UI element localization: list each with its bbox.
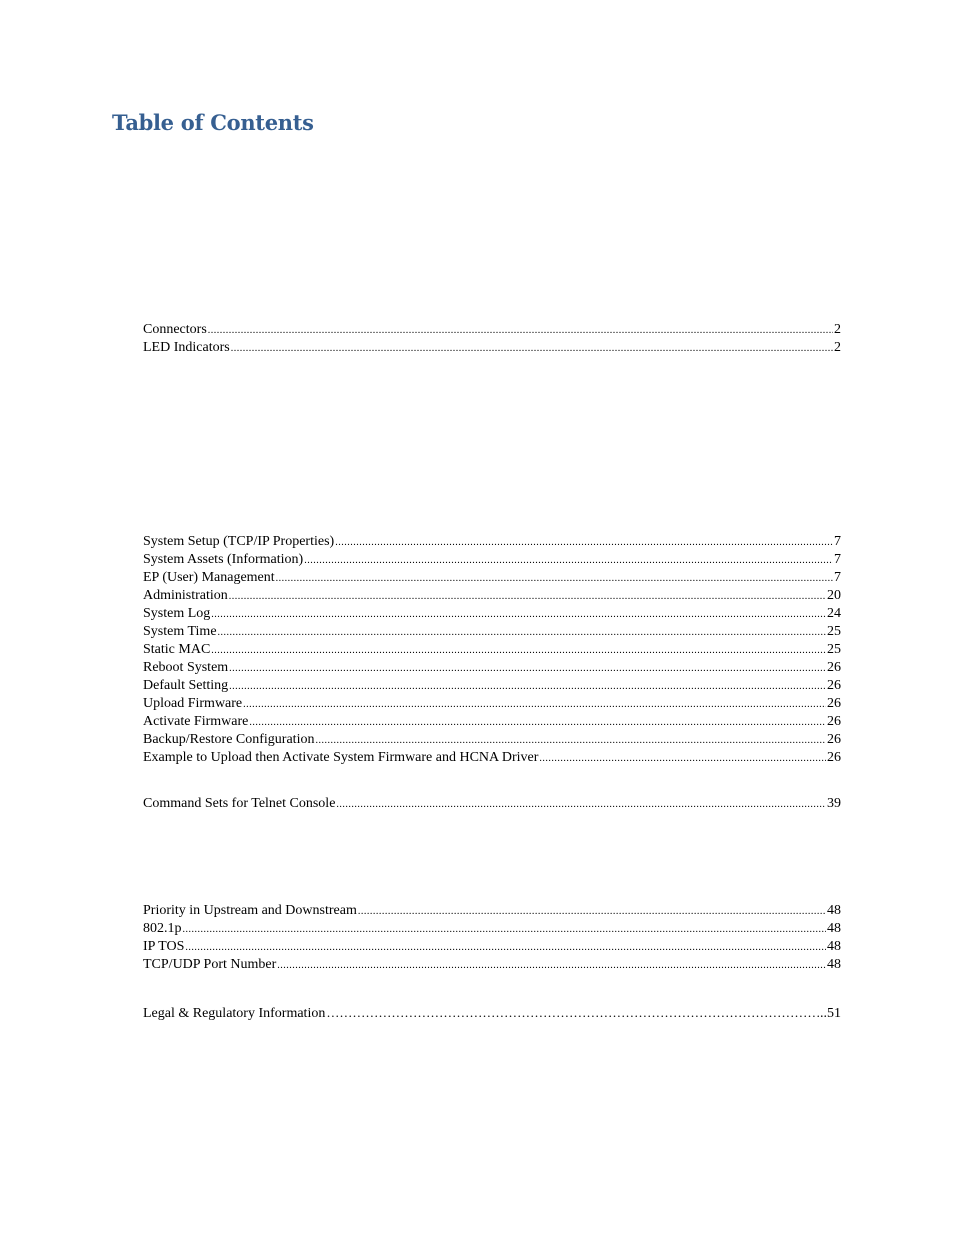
- toc-entry-label: Legal & Regulatory Information: [143, 1006, 326, 1021]
- toc-page-number: 48: [827, 903, 841, 918]
- toc-dot-leader: [277, 957, 826, 974]
- toc-entry-label: Upload Firmware: [143, 696, 243, 711]
- toc-entry-label: Default Setting: [143, 678, 229, 693]
- toc-entry[interactable]: [143, 938, 841, 956]
- toc-dot-leader: [229, 588, 826, 605]
- toc-page-number: 7: [834, 534, 841, 549]
- toc-entry-label: LED Indicators: [143, 340, 230, 355]
- toc-group: [143, 533, 841, 767]
- toc-dot-leader: [336, 796, 826, 813]
- toc-dot-leader: [211, 606, 826, 623]
- toc-dot-leader: [315, 732, 826, 749]
- toc-page-number: 7: [834, 570, 841, 585]
- toc-entry[interactable]: [143, 533, 841, 551]
- toc-group: [143, 795, 841, 813]
- toc-page-number: 20: [827, 588, 841, 603]
- toc-dot-leader: [304, 552, 833, 569]
- toc-page-number: 39: [827, 796, 841, 811]
- toc-dot-leader: [229, 678, 826, 695]
- toc-page-number: 48: [827, 957, 841, 972]
- toc-dot-leader: [326, 1004, 819, 1022]
- toc-entry-label: System Log: [143, 606, 211, 621]
- toc-entry[interactable]: [143, 623, 841, 641]
- toc-entry[interactable]: [143, 731, 841, 749]
- toc-entry-label: 802.1p: [143, 921, 182, 936]
- toc-dot-leader: [183, 921, 827, 938]
- toc-entry[interactable]: [143, 587, 841, 605]
- toc-entry-label: Administration: [143, 588, 228, 603]
- toc-entry-label: Activate Firmware: [143, 714, 249, 729]
- toc-entry[interactable]: [143, 795, 841, 813]
- toc-page-number: ..51: [820, 1006, 841, 1021]
- toc-page-number: 24: [827, 606, 841, 621]
- toc-dot-leader: [276, 570, 833, 587]
- toc-entry[interactable]: [143, 1004, 841, 1022]
- toc-page-number: 26: [827, 750, 841, 765]
- toc-entry-label: Command Sets for Telnet Console: [143, 796, 336, 811]
- toc-dot-leader: [211, 642, 826, 659]
- toc-entry[interactable]: [143, 551, 841, 569]
- toc-entry-label: System Setup (TCP/IP Properties): [143, 534, 335, 549]
- toc-page-number: 48: [827, 939, 841, 954]
- toc-entry[interactable]: [143, 956, 841, 974]
- toc-dot-leader: [229, 660, 826, 677]
- toc-entry[interactable]: [143, 569, 841, 587]
- toc-entry-label: System Time: [143, 624, 217, 639]
- toc-entry[interactable]: [143, 321, 841, 339]
- toc-entry-label: Backup/Restore Configuration: [143, 732, 315, 747]
- toc-page-number: 26: [827, 732, 841, 747]
- toc-entry-label: System Assets (Information): [143, 552, 304, 567]
- toc-dot-leader: [358, 903, 826, 920]
- toc-dot-leader: [249, 714, 826, 731]
- toc-dot-leader: [185, 939, 826, 956]
- toc-entry[interactable]: [143, 339, 841, 357]
- toc-page-number: 26: [827, 714, 841, 729]
- toc-page-number: 26: [827, 660, 841, 675]
- toc-entry[interactable]: [143, 920, 841, 938]
- toc-entry-label: IP TOS: [143, 939, 185, 954]
- toc-dot-leader: [208, 322, 833, 339]
- toc-dot-leader: [231, 340, 833, 357]
- toc-entry-label: EP (User) Management: [143, 570, 275, 585]
- toc-dot-leader: [243, 696, 826, 713]
- toc-entry[interactable]: [143, 749, 841, 767]
- toc-entry-label: Example to Upload then Activate System Firmware and HCNA Driver: [143, 750, 539, 765]
- toc-dot-leader: [539, 750, 826, 767]
- toc-group: [143, 902, 841, 974]
- toc-page-number: 2: [834, 322, 841, 337]
- toc-entry-label: Static MAC: [143, 642, 211, 657]
- toc-entry[interactable]: [143, 902, 841, 920]
- toc-group: [143, 321, 841, 357]
- toc-entry[interactable]: [143, 695, 841, 713]
- toc-entry-label: Priority in Upstream and Downstream: [143, 903, 357, 918]
- toc-entry[interactable]: [143, 677, 841, 695]
- toc-entry[interactable]: [143, 713, 841, 731]
- toc-page-number: 25: [827, 642, 841, 657]
- toc-entry[interactable]: [143, 641, 841, 659]
- toc-group: [143, 1004, 841, 1022]
- toc-entry[interactable]: [143, 659, 841, 677]
- toc-page-number: 7: [834, 552, 841, 567]
- toc-dot-leader: [218, 624, 826, 641]
- toc-page-number: 26: [827, 678, 841, 693]
- toc-entry-label: Connectors: [143, 322, 207, 337]
- toc-page-number: 25: [827, 624, 841, 639]
- toc-page-number: 2: [834, 340, 841, 355]
- toc-title: Table of Contents: [112, 110, 314, 135]
- toc-entry[interactable]: [143, 605, 841, 623]
- toc-dot-leader: [335, 534, 833, 551]
- toc-page-number: 26: [827, 696, 841, 711]
- toc-entry-label: TCP/UDP Port Number: [143, 957, 277, 972]
- toc-entry-label: Reboot System: [143, 660, 229, 675]
- toc-page-number: 48: [827, 921, 841, 936]
